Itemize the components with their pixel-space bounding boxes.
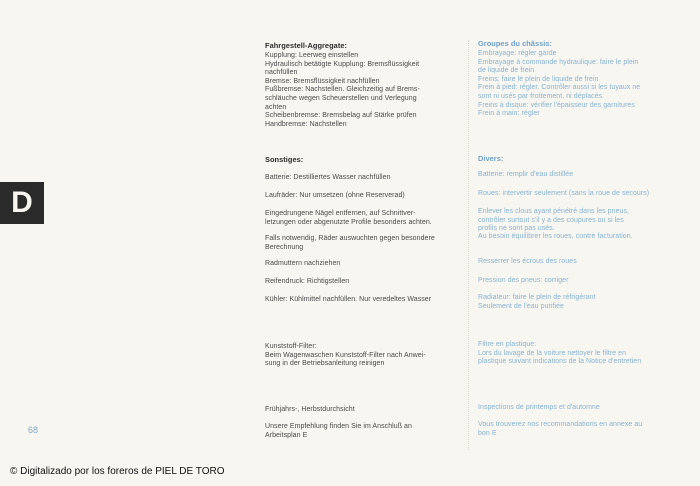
fr-nails: Enlever les clous ayant pénétré dans les pneus, contrôler surtout s'il y a des coupures ou si les profils ne sont pas usés. [478, 208, 629, 233]
scan-credit: © Digitalizado por los foreros de PIEL DE TORO [10, 466, 225, 477]
column-divider [468, 40, 469, 450]
fr-chassis-items: Embrayage: régler garde Embrayage à commande hydraulique: faire le plein de liquide de frein Freins: faire le plein de liquide de frein Frein à pied: régler. Contrôler aussi si les tuyaux ne sont ni usés par frottement, ni déplacés Freins à disque: vérifier l'épaisseur des garnitures Frein à main: régler [478, 50, 641, 118]
fr-inspection: Inspections de printemps et d'automne [478, 404, 600, 411]
de-chassis-items: Kupplung: Leerweg einstellen Hydraulisch betätigte Kupplung: Bremsflüssigkeit nachfüllen Bremse: Bremsflüssigkeit nachfüllen Fußbremse: Nachstellen. Gleichzeitig auf Brems- schläuche wegen Scheuerstellen und Verlegung achten Scheibenbremse: Bremsbelag auf Stärke prüfen Handbremse: Nachstellen [265, 52, 420, 128]
fr-radiator: Radiateur: faire le plein de réfrigérant Seulement de l'eau purifiée [478, 294, 596, 310]
fr-tyre-pressure: Pression des pneus: corriger [478, 277, 569, 284]
fr-plastic-filter: Filtre en plastique: Lors du lavage de la voiture nettoyer le filtre en plastique suivant indications de la Notice d'entretien [478, 341, 642, 366]
fr-wheels: Roues: intervertir seulement (sans la roue de secours) [478, 190, 650, 197]
de-battery: Batterie: Destilliertes Wasser nachfüllen [265, 174, 391, 181]
de-tyre-pressure: Reifendruck: Richtigstellen [265, 278, 350, 285]
de-wheels: Laufräder: Nur umsetzen (ohne Reserverad) [265, 192, 405, 199]
de-heading-chassis: Fahrgestell-Aggregate: [265, 41, 347, 50]
language-tab: D [0, 182, 44, 224]
de-recommendation: Unsere Empfehlung finden Sie im Anschluß an Arbeitsplan E [265, 423, 412, 439]
fr-heading-misc: Divers: [478, 154, 504, 163]
de-wheel-nuts: Radmuttern nachziehen [265, 260, 341, 267]
de-plastic-filter: Kunststoff-Filter: Beim Wagenwaschen Kunststoff-Filter nach Anwei- sung in der Betriebsanleitung reinigen [265, 343, 426, 368]
fr-battery: Batterie: remplir d'eau distillée [478, 171, 574, 178]
fr-wheel-nuts: Resserrer les écrous des roues [478, 258, 577, 265]
page-number: 68 [28, 425, 39, 435]
fr-heading-chassis: Groupes du châssis: [478, 39, 553, 48]
de-heading-misc: Sonstiges: [265, 155, 304, 164]
de-nails: Eingedrungene Nägel entfernen, auf Schnittver- letzungen oder abgenutzte Profile besonders achten. [265, 210, 432, 226]
de-radiator: Kühler: Kühlmittel nachfüllen. Nur veredeltes Wasser [265, 296, 432, 303]
fr-balancing: Au besoin équilibrer les roues, contre facturation. [478, 233, 633, 240]
de-inspection: Frühjahrs-, Herbstdurchsicht [265, 406, 355, 413]
de-balancing: Falls notwendig, Räder auswuchten gegen besondere Berechnung [265, 235, 435, 251]
fr-recommendation: Vous trouverez nos recommandations en annexe au bon E [478, 421, 643, 437]
